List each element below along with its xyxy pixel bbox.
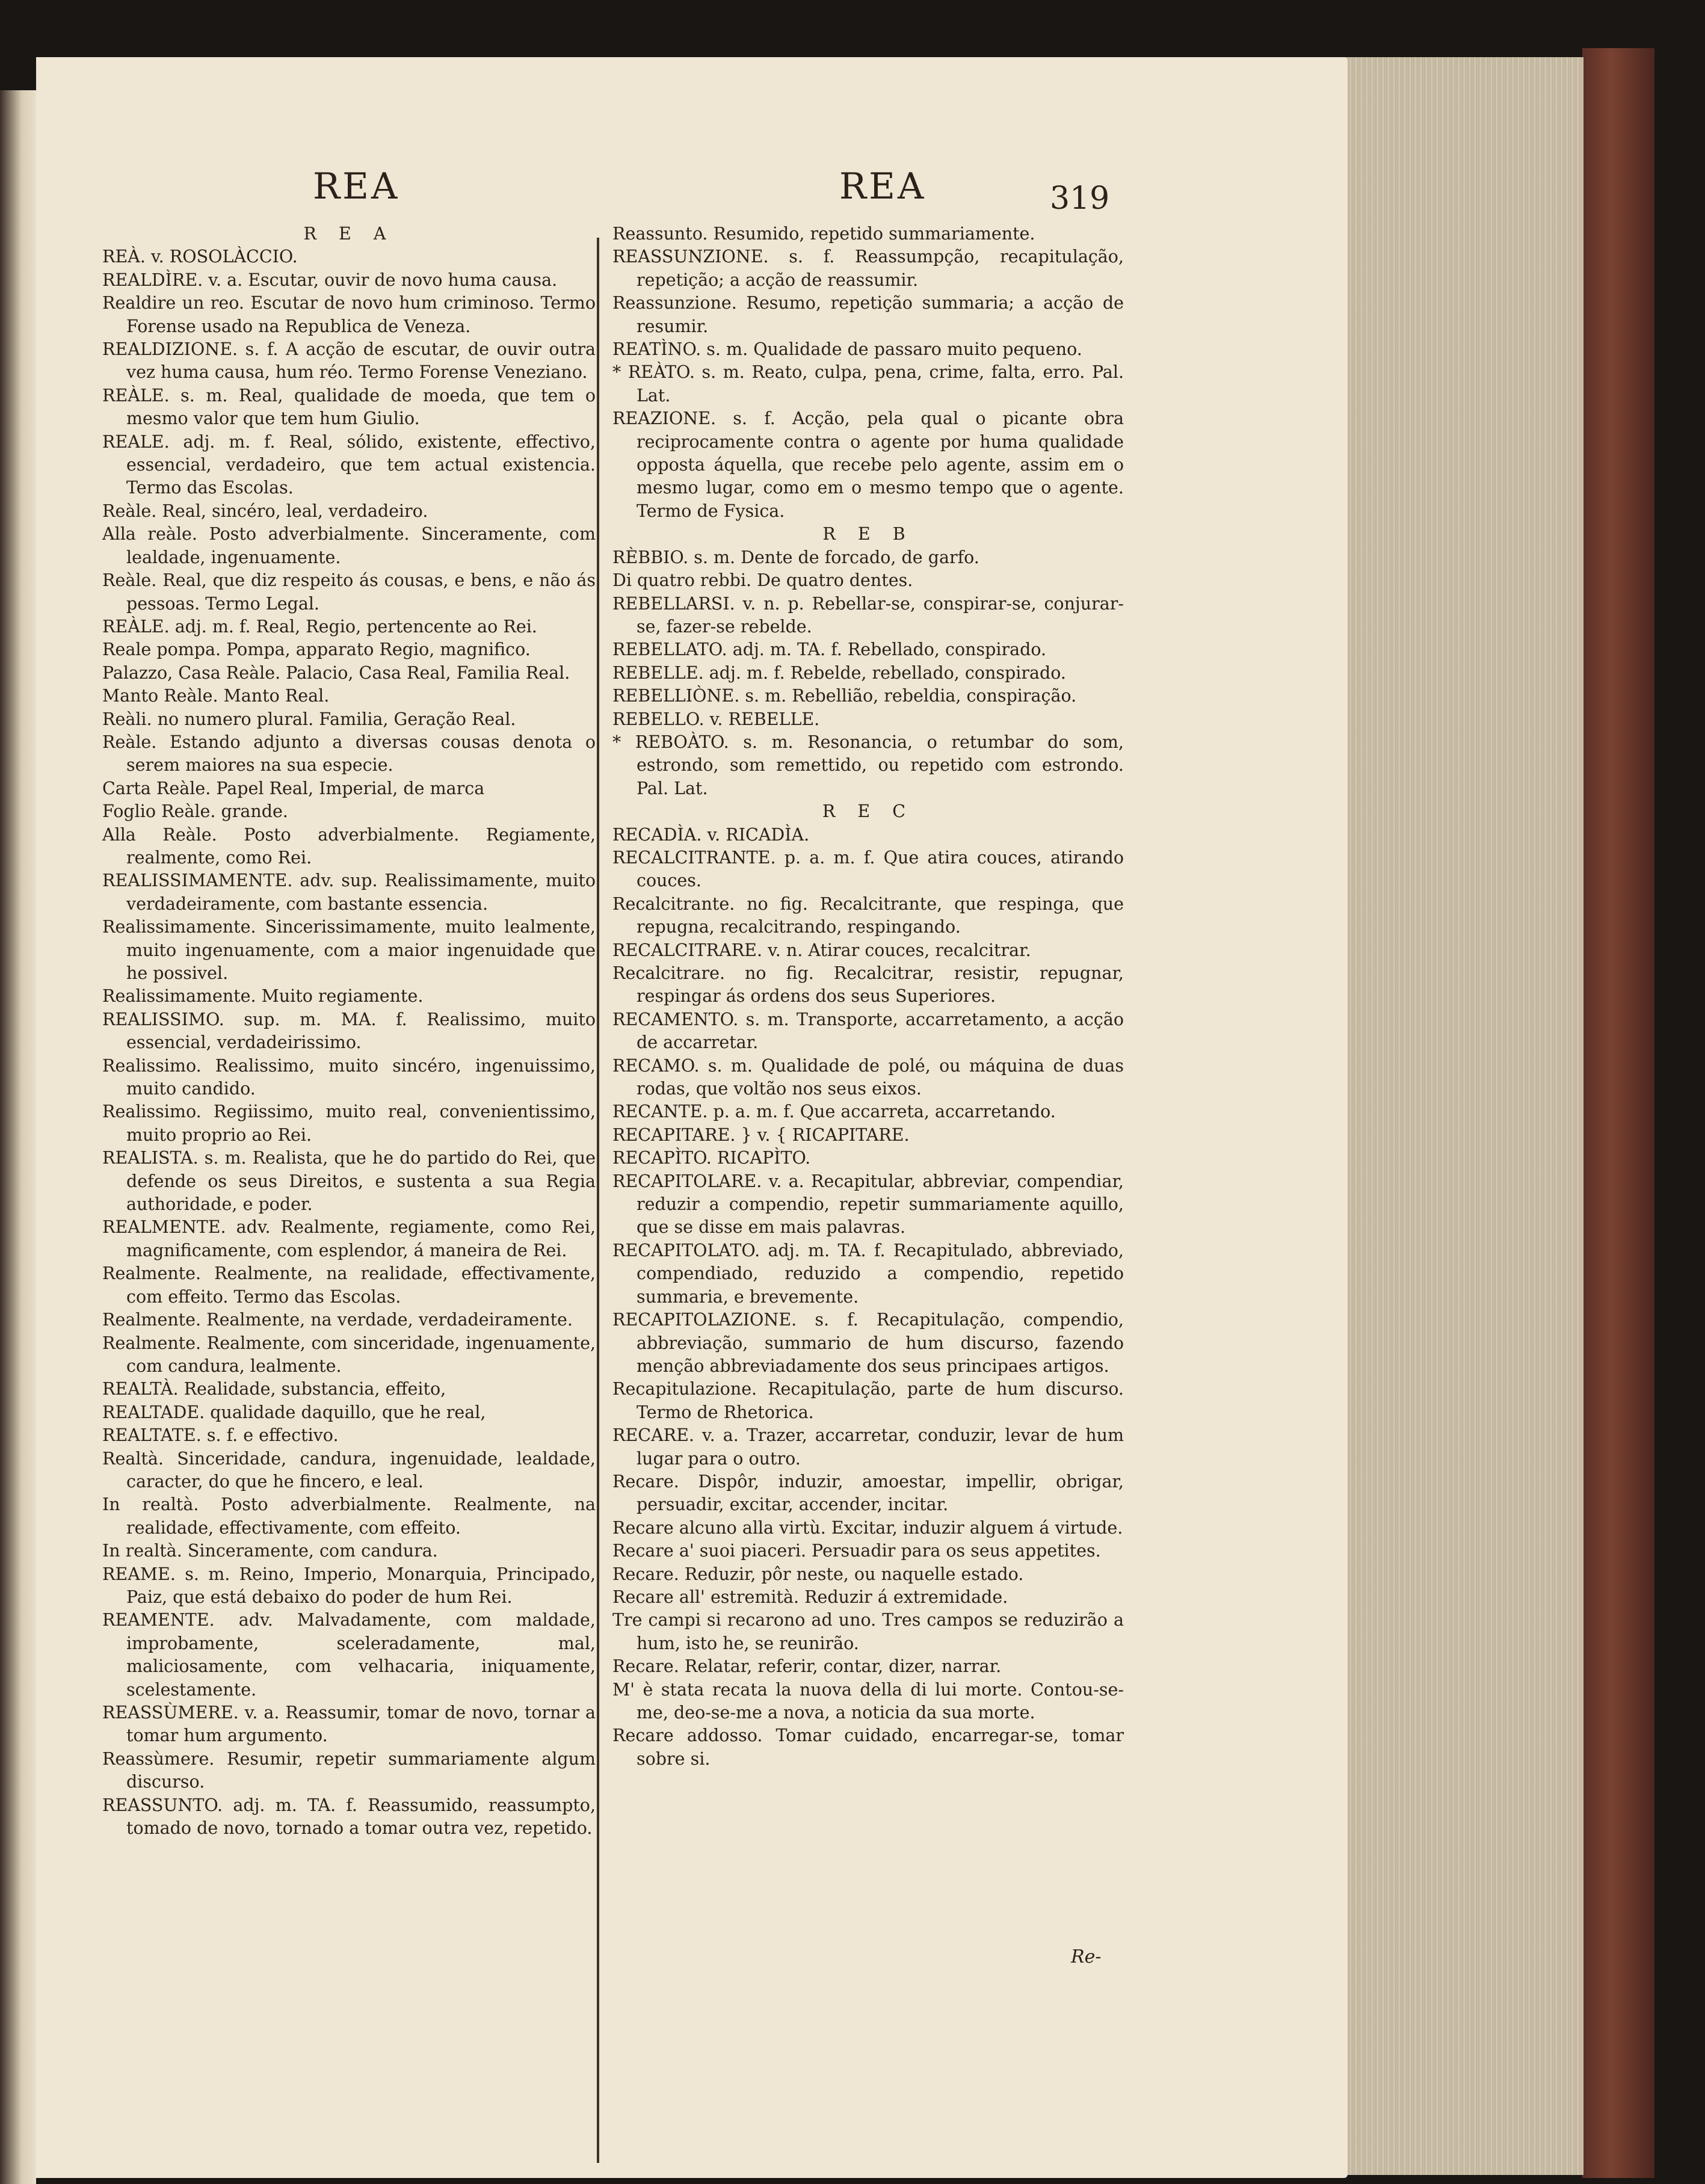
- dictionary-entry: REALISSIMAMENTE. adv. sup. Realissimamente, muito verdadeiramente, com bastante essencia.: [102, 871, 596, 914]
- dictionary-entry: Realissimo. Realissimo, muito sincéro, ingenuissimo, muito candido.: [102, 1055, 596, 1099]
- dictionary-entry: REBELLE. adj. m. f. Rebelde, rebellado, conspirado.: [612, 662, 1066, 683]
- dictionary-entry: Alla reàle. Posto adverbialmente. Sinceramente, com lealdade, ingenuamente.: [102, 524, 596, 567]
- dictionary-entry: Recapitulazione. Recapitulação, parte de hum discurso. Termo de Rhetorica.: [612, 1379, 1124, 1422]
- dictionary-entry: REÀLE. s. m. Real, qualidade de moeda, que tem o mesmo valor que tem hum Giulio.: [102, 385, 596, 429]
- dictionary-entry: REASSUNZIONE. s. f. Reassumpção, recapitulação, repetição; a acção de reassumir.: [612, 247, 1124, 290]
- dictionary-entry: Recare. Relatar, referir, contar, dizer, narrar.: [612, 1656, 1002, 1677]
- dictionary-entry: * REBOÀTO. s. m. Resonancia, o retumbar do som, estrondo, som remettido, ou repetido com estrondo. Pal. Lat.: [612, 732, 1124, 798]
- dictionary-entry: REAMENTE. adv. Malvadamente, com maldade, improbamente, sceleradamente, mal, maliciosamente, com velhacaria, iniquamente, scelestamente.: [102, 1610, 596, 1700]
- dictionary-entry: REALISSIMO. sup. m. MA. f. Realissimo, muito essencial, verdadeirissimo.: [102, 1009, 596, 1053]
- dictionary-entry: REBELLIÒNE. s. m. Rebellião, rebeldia, conspiração.: [612, 686, 1077, 706]
- dictionary-entry: RECALCITRARE. v. n. Atirar couces, recalcitrar.: [612, 940, 1031, 960]
- dictionary-entry: Reàle. Real, sincéro, leal, verdadeiro.: [102, 501, 428, 521]
- dictionary-entry: Reassunzione. Resumo, repetição summaria; a acção de resumir.: [612, 293, 1124, 336]
- dictionary-entry: REÀ. v. ROSOLÀCCIO.: [102, 247, 298, 267]
- dictionary-entry: In realtà. Posto adverbialmente. Realmente, na realidade, effectivamente, com effeito.: [102, 1495, 596, 1538]
- column-divider: [597, 238, 599, 2163]
- dictionary-entry: Tre campi si recarono ad uno. Tres campos se reduzirão a hum, isto he, se reunirão.: [612, 1610, 1124, 1653]
- dictionary-entry: Reassunto. Resumido, repetido summariamente.: [612, 224, 1035, 244]
- dictionary-entry: RECANTE. p. a. m. f. Que accarreta, accarretando.: [612, 1102, 1056, 1122]
- dictionary-entry: Realmente. Realmente, com sinceridade, ingenuamente, com candura, lealmente.: [102, 1333, 596, 1376]
- dictionary-entry: Recare all' estremità. Reduzir á extremidade.: [612, 1587, 1008, 1607]
- dictionary-entry: RECALCITRANTE. p. a. m. f. Que atira couces, atirando couces.: [612, 847, 1124, 891]
- dictionary-entry: REÀLE. adj. m. f. Real, Regio, pertencente ao Rei.: [102, 616, 537, 637]
- dictionary-entry: Reale pompa. Pompa, apparato Regio, magnifico.: [102, 640, 531, 660]
- dictionary-entry: Realissimo. Regiissimo, muito real, convenientissimo, muito proprio ao Rei.: [102, 1102, 596, 1145]
- dictionary-entry: Realmente. Realmente, na realidade, effectivamente, com effeito. Termo das Escolas.: [102, 1263, 596, 1307]
- dictionary-entry: REALTATE. s. f. e effectivo.: [102, 1425, 339, 1446]
- dictionary-entry: Recare. Dispôr, induzir, amoestar, impellir, obrigar, persuadir, excitar, accender, incitar.: [612, 1471, 1124, 1515]
- page-block-edge: [1330, 57, 1583, 2175]
- dictionary-entry: Reàli. no numero plural. Familia, Geração Real.: [102, 709, 516, 729]
- dictionary-entry: REALE. adj. m. f. Real, sólido, existente, effectivo, essencial, verdadeiro, que tem actual existencia. Termo das Escolas.: [102, 431, 596, 498]
- dictionary-entry: REALISTA. s. m. Realista, que he do partido do Rei, que defende os seus Direitos, e sustenta a sua Regia authoridade, e poder.: [102, 1148, 596, 1215]
- dictionary-entry: RECAPITARE. } v. { RICAPITARE.: [612, 1124, 910, 1145]
- dictionary-entry: RECAMO. s. m. Qualidade de polé, ou máquina de duas rodas, que voltão nos seus eixos.: [612, 1055, 1124, 1099]
- running-head-right: REA: [839, 165, 926, 208]
- dictionary-entry: M' è stata recata la nuova della di lui morte. Contou-se-me, deo-se-me a nova, a noticia da sua morte.: [612, 1679, 1124, 1723]
- dictionary-entry: RECAPITOLARE. v. a. Recapitular, abbreviar, compendiar, reduzir a compendio, repetir summariamente aquillo, que se disse em mais palavras.: [612, 1171, 1124, 1238]
- dictionary-entry: RECAMENTO. s. m. Transporte, accarretamento, a acção de accarretar.: [612, 1009, 1124, 1053]
- page-number: 319: [1050, 180, 1110, 217]
- running-head-left: REA: [313, 165, 400, 208]
- dictionary-entry: Alla Reàle. Posto adverbialmente. Regiamente, realmente, como Rei.: [102, 824, 596, 868]
- dictionary-entry: RECAPITOLATO. adj. m. TA. f. Recapitulado, abbreviado, compendiado, reduzido a compendio, repetido summaria, e brevemente.: [612, 1240, 1124, 1307]
- dictionary-entry: Carta Reàle. Papel Real, Imperial, de marca: [102, 778, 485, 798]
- dictionary-entry: Manto Reàle. Manto Real.: [102, 686, 330, 706]
- dictionary-entry: RECAPITOLAZIONE. s. f. Recapitulação, compendio, abbreviação, summario de hum discurso, fazendo menção abbreviadamente dos seus principaes artigos.: [612, 1310, 1124, 1376]
- dictionary-entry: Reàle. Real, que diz respeito ás cousas, e bens, e não ás pessoas. Termo Legal.: [102, 570, 596, 614]
- left-column: [102, 223, 596, 1840]
- dictionary-entry: REALDÌRE. v. a. Escutar, ouvir de novo huma causa.: [102, 270, 558, 290]
- dictionary-entry: REALTÀ. Realidade, substancia, effeito,: [102, 1379, 446, 1399]
- dictionary-entry: Recalcitrare. no fig. Recalcitrar, resistir, repugnar, respingar ás ordens dos seus Superiores.: [612, 963, 1124, 1007]
- dictionary-entry: Palazzo, Casa Reàle. Palacio, Casa Real, Familia Real.: [102, 662, 570, 683]
- dictionary-entry: REBELLATO. adj. m. TA. f. Rebellado, conspirado.: [612, 640, 1047, 660]
- book-cover: [1582, 48, 1654, 2178]
- dictionary-entry: Foglio Reàle. grande.: [102, 801, 288, 822]
- dictionary-entry: REASSÙMERE. v. a. Reassumir, tomar de novo, tornar a tomar hum argumento.: [102, 1703, 596, 1746]
- dictionary-entry: Realmente. Realmente, na verdade, verdadeiramente.: [102, 1310, 573, 1330]
- dictionary-entry: Recare a' suoi piaceri. Persuadir para os seus appetites.: [612, 1541, 1101, 1561]
- section-heading: R E B: [822, 524, 914, 544]
- dictionary-entry: REBELLO. v. REBELLE.: [612, 709, 820, 729]
- dictionary-entry: REALTADE. qualidade daquillo, que he real,: [102, 1402, 486, 1422]
- dictionary-entry: * REÀTO. s. m. Reato, culpa, pena, crime, falta, erro. Pal. Lat.: [612, 362, 1124, 406]
- dictionary-entry: REBELLARSI. v. n. p. Rebellar-se, conspirar-se, conjurar-se, fazer-se rebelde.: [612, 593, 1124, 637]
- dictionary-entry: Realdire un reo. Escutar de novo hum criminoso. Termo Forense usado na Republica de Veneza.: [102, 293, 596, 336]
- dictionary-entry: REASSUNTO. adj. m. TA. f. Reassumido, reassumpto, tomado de novo, tornado a tomar outra vez, repetido.: [102, 1795, 596, 1839]
- dictionary-entry: REAZIONE. s. f. Acção, pela qual o picante obra reciprocamente contra o agente por huma qualidade opposta áquella, que recebe pelo agente, assim em o mesmo lugar, como em o mesmo tempo que o agente. Termo de Fysica.: [612, 409, 1124, 521]
- dictionary-entry: Realtà. Sinceridade, candura, ingenuidade, lealdade, caracter, do que he fincero, e leal.: [102, 1448, 596, 1491]
- dictionary-entry: REALDIZIONE. s. f. A acção de escutar, de ouvir outra vez huma causa, hum réo. Termo Forense Veneziano.: [102, 339, 596, 383]
- dictionary-entry: REALMENTE. adv. Realmente, regiamente, como Rei, magnificamente, com esplendor, á maneira de Rei.: [102, 1217, 596, 1260]
- section-heading: R E C: [822, 801, 914, 822]
- dictionary-entry: In realtà. Sinceramente, com candura.: [102, 1541, 438, 1561]
- dictionary-entry: RECADÌA. v. RICADÌA.: [612, 824, 810, 845]
- dictionary-entry: RÈBBIO. s. m. Dente de forcado, de garfo.: [612, 547, 979, 567]
- dictionary-entry: RECARE. v. a. Trazer, accarretar, conduzir, levar de hum lugar para o outro.: [612, 1425, 1124, 1469]
- dictionary-entry: Recare. Reduzir, pôr neste, ou naquelle estado.: [612, 1564, 1024, 1584]
- dictionary-entry: Recalcitrante. no fig. Recalcitrante, que respinga, que repugna, recalcitrando, respingando.: [612, 893, 1124, 937]
- dictionary-entry: Di quatro rebbi. De quatro dentes.: [612, 570, 913, 591]
- dictionary-entry: REATÌNO. s. m. Qualidade de passaro muito pequeno.: [612, 339, 1082, 360]
- dictionary-entry: Recare alcuno alla virtù. Excitar, induzir alguem á virtude.: [612, 1517, 1123, 1538]
- facing-page-curl: [0, 90, 36, 2184]
- right-column: [612, 223, 1124, 1771]
- section-heading: R E A: [303, 224, 395, 244]
- dictionary-entry: REAME. s. m. Reino, Imperio, Monarquia, Principado, Paiz, que está debaixo do poder de hum Rei.: [102, 1564, 596, 1607]
- dictionary-entry: Realissimamente. Sincerissimamente, muito lealmente, muito ingenuamente, com a maior ingenuidade que he possivel.: [102, 917, 596, 983]
- dictionary-entry: Recare addosso. Tomar cuidado, encarregar-se, tomar sobre si.: [612, 1726, 1124, 1769]
- dictionary-entry: Reassùmere. Resumir, repetir summariamente algum discurso.: [102, 1748, 596, 1792]
- dictionary-entry: RECAPÌTO. RICAPÌTO.: [612, 1148, 811, 1168]
- catchword: Re-: [1071, 1946, 1102, 1967]
- dictionary-entry: Reàle. Estando adjunto a diversas cousas denota o serem maiores na sua especie.: [102, 732, 596, 776]
- dictionary-entry: Realissimamente. Muito regiamente.: [102, 986, 424, 1007]
